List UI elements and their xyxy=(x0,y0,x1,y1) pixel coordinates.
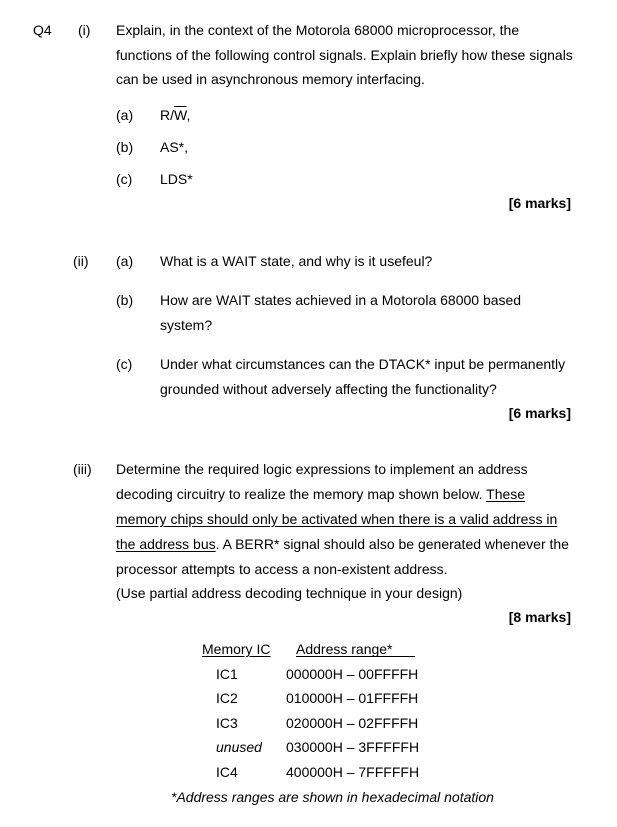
table-row-ic: IC1 xyxy=(216,666,238,682)
part-iii-line-3: memory chips should only be activated when there is a valid address in xyxy=(116,511,558,527)
part-ii-item-a-text: What is a WAIT state, and why is it usefeul? xyxy=(160,253,433,269)
part-ii-item-b-line-1: How are WAIT states achieved in a Motorola 68000 based xyxy=(160,292,522,308)
part-i-label: (i) xyxy=(78,22,91,38)
underlined-text: These xyxy=(486,486,526,502)
part-i-item-a-label: (a) xyxy=(116,107,134,123)
part-ii-item-c-label: (c) xyxy=(116,356,133,372)
part-i-item-a-text: $R/\overline{W}$, xyxy=(160,107,191,123)
table-row-range: 000000H – 00FFFFH xyxy=(286,666,419,682)
table-header-range-underline xyxy=(296,656,415,657)
part-ii-item-b-label: (b) xyxy=(116,292,134,308)
part-i-text-line-2: functions of the following control signals. Explain briefly how these signals xyxy=(116,47,573,63)
part-ii-item-a-label: (a) xyxy=(116,253,134,269)
table-header-range: Address range* xyxy=(296,641,393,657)
part-iii-label: (iii) xyxy=(73,461,92,477)
part-i-item-c-label: (c) xyxy=(116,171,133,187)
table-row-range: 400000H – 7FFFFFH xyxy=(286,764,420,780)
part-ii-item-c-line-2: grounded without adversely affecting the functionality? xyxy=(160,381,497,397)
question-number: Q4 xyxy=(33,22,52,38)
table-header-ic: Memory IC xyxy=(202,641,271,657)
part-ii-label: (ii) xyxy=(73,253,89,269)
part-iii-line-4: the address bus. A BERR* signal should also be generated whenever the xyxy=(116,536,569,552)
table-row-range: 030000H – 3FFFFFH xyxy=(286,739,420,755)
part-ii-marks: [6 marks] xyxy=(508,405,571,421)
part-i-text-line-1: Explain, in the context of the Motorola 68000 microprocessor, the xyxy=(116,22,520,38)
table-row-ic: IC4 xyxy=(216,764,238,780)
part-iii-marks: [8 marks] xyxy=(508,609,571,625)
part-i-item-b-text: AS*, xyxy=(160,139,189,155)
part-i-item-b-label: (b) xyxy=(116,139,134,155)
part-iii-line-6: (Use partial address decoding technique in your design) xyxy=(116,585,463,601)
part-i-text-line-3: can be used in asynchronous memory interfacing. xyxy=(116,71,425,87)
part-i-item-c-text: LDS* xyxy=(160,171,193,187)
table-row-ic: IC3 xyxy=(216,715,238,731)
table-row-ic: unused xyxy=(216,739,262,755)
w-overline: $\overline{W}$ xyxy=(174,107,187,123)
table-row-range: 020000H – 02FFFFH xyxy=(286,715,419,731)
table-footnote: *Address ranges are shown in hexadecimal notation xyxy=(171,789,494,805)
part-ii-item-c-line-1: Under what circumstances can the DTACK* input be permanently xyxy=(160,356,566,372)
part-iii-line-1: Determine the required logic expressions to implement an address xyxy=(116,461,528,477)
part-ii-item-b-line-2: system? xyxy=(160,317,213,333)
part-i-marks: [6 marks] xyxy=(508,195,571,211)
part-iii-line-5: processor attempts to access a non-existent address. xyxy=(116,561,448,577)
part-iii-line-2: decoding circuitry to realize the memory map shown below. These xyxy=(116,486,526,502)
table-row-ic: IC2 xyxy=(216,690,238,706)
underlined-text: the address bus xyxy=(116,536,216,552)
table-row-range: 010000H – 01FFFFH xyxy=(286,690,419,706)
